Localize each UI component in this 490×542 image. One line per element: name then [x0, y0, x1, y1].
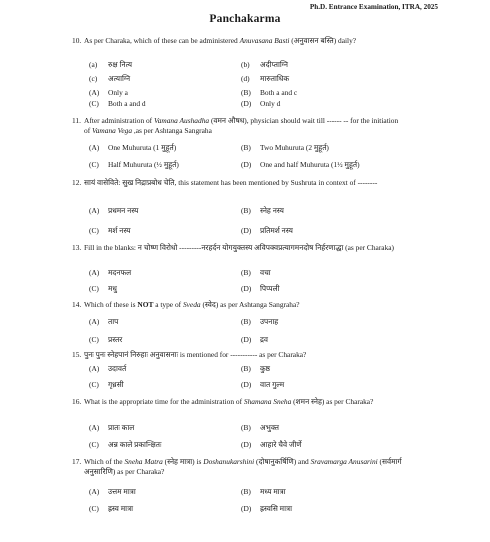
question-text: What is the appropriate time for the administration of: [84, 397, 244, 406]
option[interactable]: [241, 487, 286, 497]
option-text: मदनफल: [108, 268, 132, 277]
option-key: (b): [241, 60, 250, 69]
option-key: (C): [89, 160, 99, 169]
option[interactable]: [241, 440, 302, 450]
question-term: Vamana Aushadha: [154, 116, 210, 125]
option[interactable]: [241, 364, 270, 374]
question-14: [72, 300, 404, 310]
option[interactable]: [241, 99, 280, 108]
question-13: [72, 243, 404, 253]
option[interactable]: [241, 380, 284, 390]
option[interactable]: [241, 143, 329, 153]
question-number: 11.: [72, 116, 81, 125]
question-10: [72, 36, 404, 46]
option-key: (D): [241, 99, 252, 108]
option-text: Half Muhuruta (½ मुहूर्त): [108, 160, 179, 169]
option[interactable]: [89, 268, 131, 278]
option-key: (D): [241, 160, 252, 169]
question-term: Shamana Sneha: [243, 397, 292, 406]
option-key: (B): [241, 206, 251, 215]
question-text: As per Charaka, which of these can be administered: [84, 36, 240, 45]
option[interactable]: [89, 99, 146, 108]
option[interactable]: [241, 317, 278, 327]
question-number: 10.: [72, 36, 82, 45]
question-text: (स्नेह मात्रा) is: [162, 457, 204, 466]
option-text: Only d: [260, 99, 281, 108]
option[interactable]: [241, 88, 297, 97]
option[interactable]: [89, 487, 136, 497]
option[interactable]: [241, 268, 271, 278]
option-text: अत्याग्नि: [108, 74, 131, 83]
option-key: (D): [241, 335, 252, 344]
option[interactable]: [89, 317, 118, 327]
option-text: One and half Muhuruta (1½ मुहूर्त): [260, 160, 360, 169]
option[interactable]: [241, 335, 268, 345]
option[interactable]: [89, 226, 131, 236]
option-key: (B): [241, 364, 251, 373]
question-text: (शमन स्नेह) as per Charaka?: [291, 397, 374, 406]
question-text: After administration of: [84, 116, 154, 125]
option-text: ह्रस्व मात्रा: [108, 504, 134, 513]
question-text: Which of these is: [84, 300, 138, 309]
option[interactable]: [89, 380, 124, 390]
option-key: (A): [89, 88, 100, 97]
option-key: (A): [89, 423, 100, 432]
option-key: (B): [241, 487, 251, 496]
option-text: अन्न काले प्रकान्क्षितः: [108, 440, 162, 449]
option-key: (C): [89, 504, 99, 513]
option-text: मर्श नस्य: [108, 226, 131, 235]
option-text: प्रधमन नस्य: [108, 206, 139, 215]
question-term: Sveda: [182, 300, 201, 309]
option-text: प्रतिमर्श नस्य: [260, 226, 293, 235]
option-text: Both a and d: [108, 99, 146, 108]
option-text: अदीप्ताग्नि: [260, 60, 288, 69]
question-text: सायं वासेविते: सुख निद्राप्रबोध चेति, this statement has been mentioned by Sushruta in context of --------: [84, 178, 378, 187]
question-15: [72, 350, 404, 360]
question-number: 13.: [72, 243, 82, 252]
option-text: ह्रस्वसि मात्रा: [260, 504, 292, 513]
option-text: Two Muhuruta (2 मुहूर्त): [260, 143, 329, 152]
option-key: (A): [89, 487, 100, 496]
option-key: (d): [241, 74, 250, 83]
option-text: वचा: [260, 268, 271, 277]
option-text: Both a and c: [260, 88, 298, 97]
question-emphasis: NOT: [137, 300, 154, 309]
option-key: (C): [89, 226, 99, 235]
option[interactable]: [241, 423, 279, 433]
option-text: अभुक्त: [260, 423, 280, 432]
option[interactable]: [89, 60, 132, 70]
option-key: (C): [89, 440, 99, 449]
option[interactable]: [241, 504, 292, 514]
option[interactable]: [89, 423, 134, 433]
option[interactable]: [241, 60, 288, 70]
option-key: (D): [241, 284, 252, 293]
option-key: (B): [241, 88, 251, 97]
question-text: (दोषानुकर्षिणि) and: [254, 457, 311, 466]
option-key: (D): [241, 226, 252, 235]
option-key: (A): [89, 206, 100, 215]
option-text: मारुताधिक: [260, 74, 290, 83]
option-text: पिप्पली: [260, 284, 280, 293]
question-number: 17.: [72, 457, 82, 466]
option-key: (C): [89, 335, 99, 344]
option-key: (C): [89, 380, 99, 389]
option-text: उदावर्त: [108, 364, 127, 373]
question-11: [72, 116, 404, 137]
option-text: गृध्रसी: [108, 380, 124, 389]
question-16: [72, 397, 404, 407]
question-number: 15.: [72, 350, 82, 359]
option-key: (c): [89, 74, 98, 83]
question-term: Sneha Matra: [124, 457, 163, 466]
option[interactable]: [89, 74, 130, 84]
option[interactable]: [89, 88, 128, 97]
option-key: (D): [241, 504, 252, 513]
option-key: (C): [89, 284, 99, 293]
option-text: स्नेह नस्य: [260, 206, 284, 215]
question-text: Which of the: [84, 457, 125, 466]
question-term: Sravamarga Anusarini: [310, 457, 378, 466]
option-key: (A): [89, 143, 100, 152]
question-text: (वमन औषध), physician should wait till ------ -- for the initiation of: [84, 116, 399, 136]
option-key: (A): [89, 317, 100, 326]
option-text: प्रस्तर: [108, 335, 123, 344]
option-text: प्रातः काल: [108, 423, 135, 432]
option-text: आहारे चैवे जीर्णे: [260, 440, 302, 449]
option[interactable]: [241, 226, 293, 236]
option-text: उत्तम मात्रा: [108, 487, 136, 496]
option-key: (D): [241, 380, 252, 389]
option[interactable]: [89, 284, 117, 294]
option-text: उपनाह: [260, 317, 279, 326]
question-number: 14.: [72, 300, 82, 309]
option-text: Only a: [108, 88, 128, 97]
option[interactable]: [89, 335, 122, 345]
option-key: (A): [89, 364, 100, 373]
question-text: (अनुवासन बस्ति) daily?: [289, 36, 357, 45]
option[interactable]: [89, 206, 138, 216]
exam-title: Ph.D. Entrance Examination, ITRA, 2025: [309, 3, 438, 11]
option[interactable]: [241, 74, 289, 84]
section-title: Panchakarma: [209, 13, 281, 25]
question-term: Doshanukarshini: [203, 457, 255, 466]
option[interactable]: [89, 504, 133, 514]
option-key: (B): [241, 317, 251, 326]
option-text: वात गुल्म: [260, 380, 285, 389]
option-key: (a): [89, 60, 98, 69]
option-text: रुक्ष नित्य: [108, 60, 133, 69]
option-key: (B): [241, 423, 251, 432]
option[interactable]: [241, 206, 284, 216]
question-term: Anuvasana Basti: [239, 36, 290, 45]
question-number: 16.: [72, 397, 82, 406]
question-term: Vamana Vega: [92, 126, 133, 136]
question-text: ,as per Ashtanga Sangraha: [132, 126, 212, 136]
option-key: (C): [89, 99, 99, 108]
option-text: द्रव: [260, 335, 269, 344]
question-12: [72, 178, 404, 188]
option-text: मधु: [108, 284, 117, 293]
question-number: 12.: [72, 178, 82, 187]
option-text: One Muhuruta (1 मुहूर्त): [108, 143, 177, 152]
option[interactable]: [89, 364, 126, 374]
question-text: (स्वेद) as per Ashtanga Sangraha?: [200, 300, 300, 309]
question-17: [72, 457, 404, 478]
option[interactable]: [89, 143, 176, 153]
option-key: (B): [241, 268, 251, 277]
option[interactable]: [241, 284, 280, 294]
option-key: (D): [241, 440, 252, 449]
option-key: (A): [89, 268, 100, 277]
option[interactable]: [241, 160, 360, 170]
question-text: Fill in the blanks: न चोष्ण विरोधो ---------नरहर्दन योगयुक्तस्य अविपक्वप्रत्यागमनदोष निर्हरणाद्धा (as per Charaka): [84, 243, 395, 252]
question-text: (सर्वमार्ग अनुसारिणि) as per Charaka?: [84, 457, 402, 477]
option[interactable]: [89, 440, 162, 450]
option-key: (B): [241, 143, 251, 152]
question-text: पुनः पुनः स्नेहपानं निरुहाः अनुवासनाः is mentioned for ----------- as per Charaka?: [84, 350, 307, 359]
option-text: ताप: [108, 317, 119, 326]
question-text: a type of: [153, 300, 183, 309]
option-text: कुष्ठ: [260, 364, 271, 373]
option-text: मध्य मात्रा: [260, 487, 286, 496]
option[interactable]: [89, 160, 179, 170]
